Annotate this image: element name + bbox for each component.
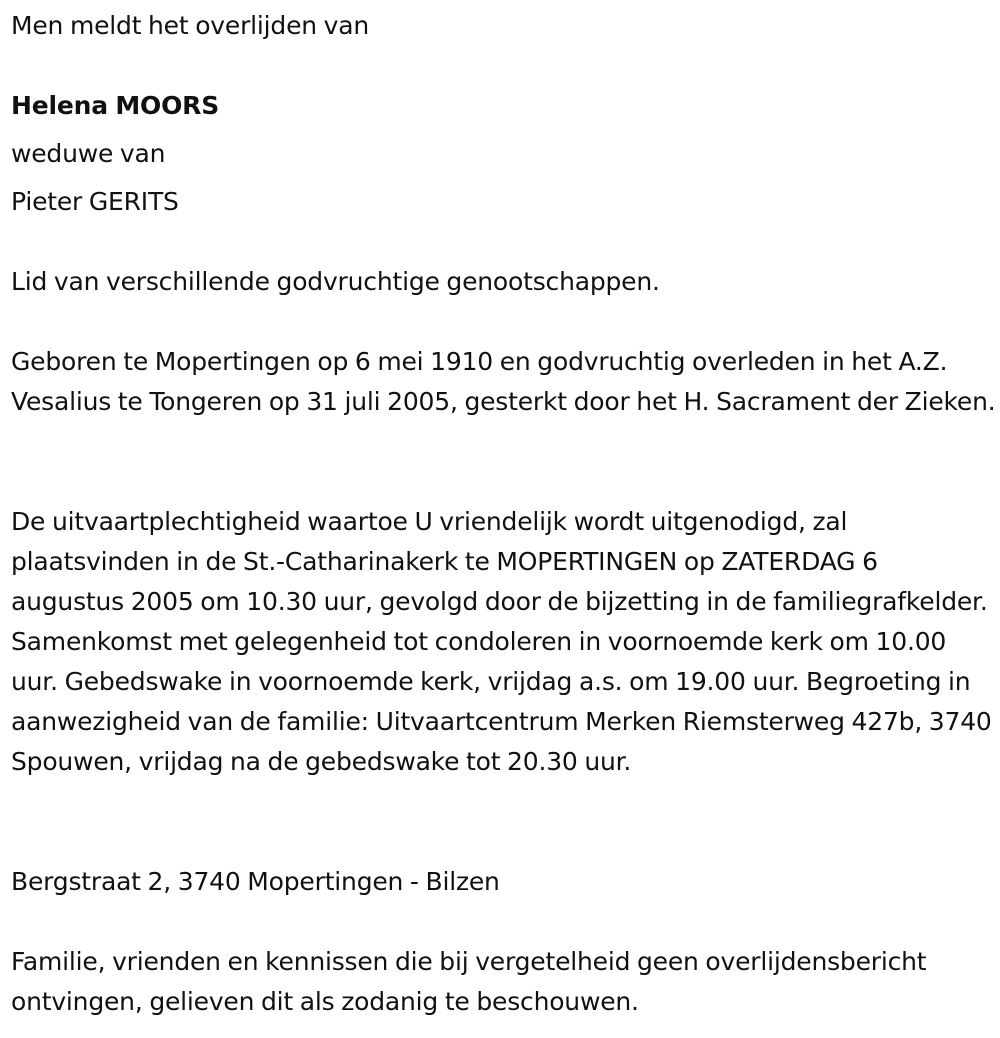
funeral-paragraph: De uitvaartplechtigheid waartoe U vriendelijk wordt uitgenodigd, zal plaatsvinden in de St.-Catharinakerk te MOPERTINGEN op ZATERDAG 6 augustus 2005 om 10.30 uur, gevolgd door de bijzetting in de familiegrafkelder. Samenkomst met gelegenheid tot condoleren in voornoemde kerk om 10.00 uur. Gebedswake in voornoemde kerk, vrijdag a.s. om 19.00 uur. Begroeting in aanwezigheid van de familie: Uitvaartcentrum Merken Riemsterweg 427b, 3740 Spouwen, vrijdag na de gebedswake tot 20.30 uur. — [11, 507, 992, 776]
family-note-paragraph: Familie, vrienden en kennissen die bij vergetelheid geen overlijdensbericht ontvingen, gelieven dit als zodanig te beschouwen. — [11, 947, 927, 1016]
widow-of-line: weduwe van — [11, 139, 166, 168]
membership-line: Lid van verschillende godvruchtige genootschappen. — [11, 267, 660, 296]
address-line: Bergstraat 2, 3740 Mopertingen - Bilzen — [11, 867, 500, 896]
intro-line: Men meldt het overlijden van — [11, 11, 370, 40]
husband-name: Pieter GERITS — [11, 187, 179, 216]
birth-death-paragraph: Geboren te Mopertingen op 6 mei 1910 en godvruchtig overleden in het A.Z. Vesalius te Tongeren op 31 juli 2005, gesterkt door het H. Sacrament der Zieken. — [11, 347, 996, 416]
deceased-name: Helena MOORS — [11, 91, 220, 120]
